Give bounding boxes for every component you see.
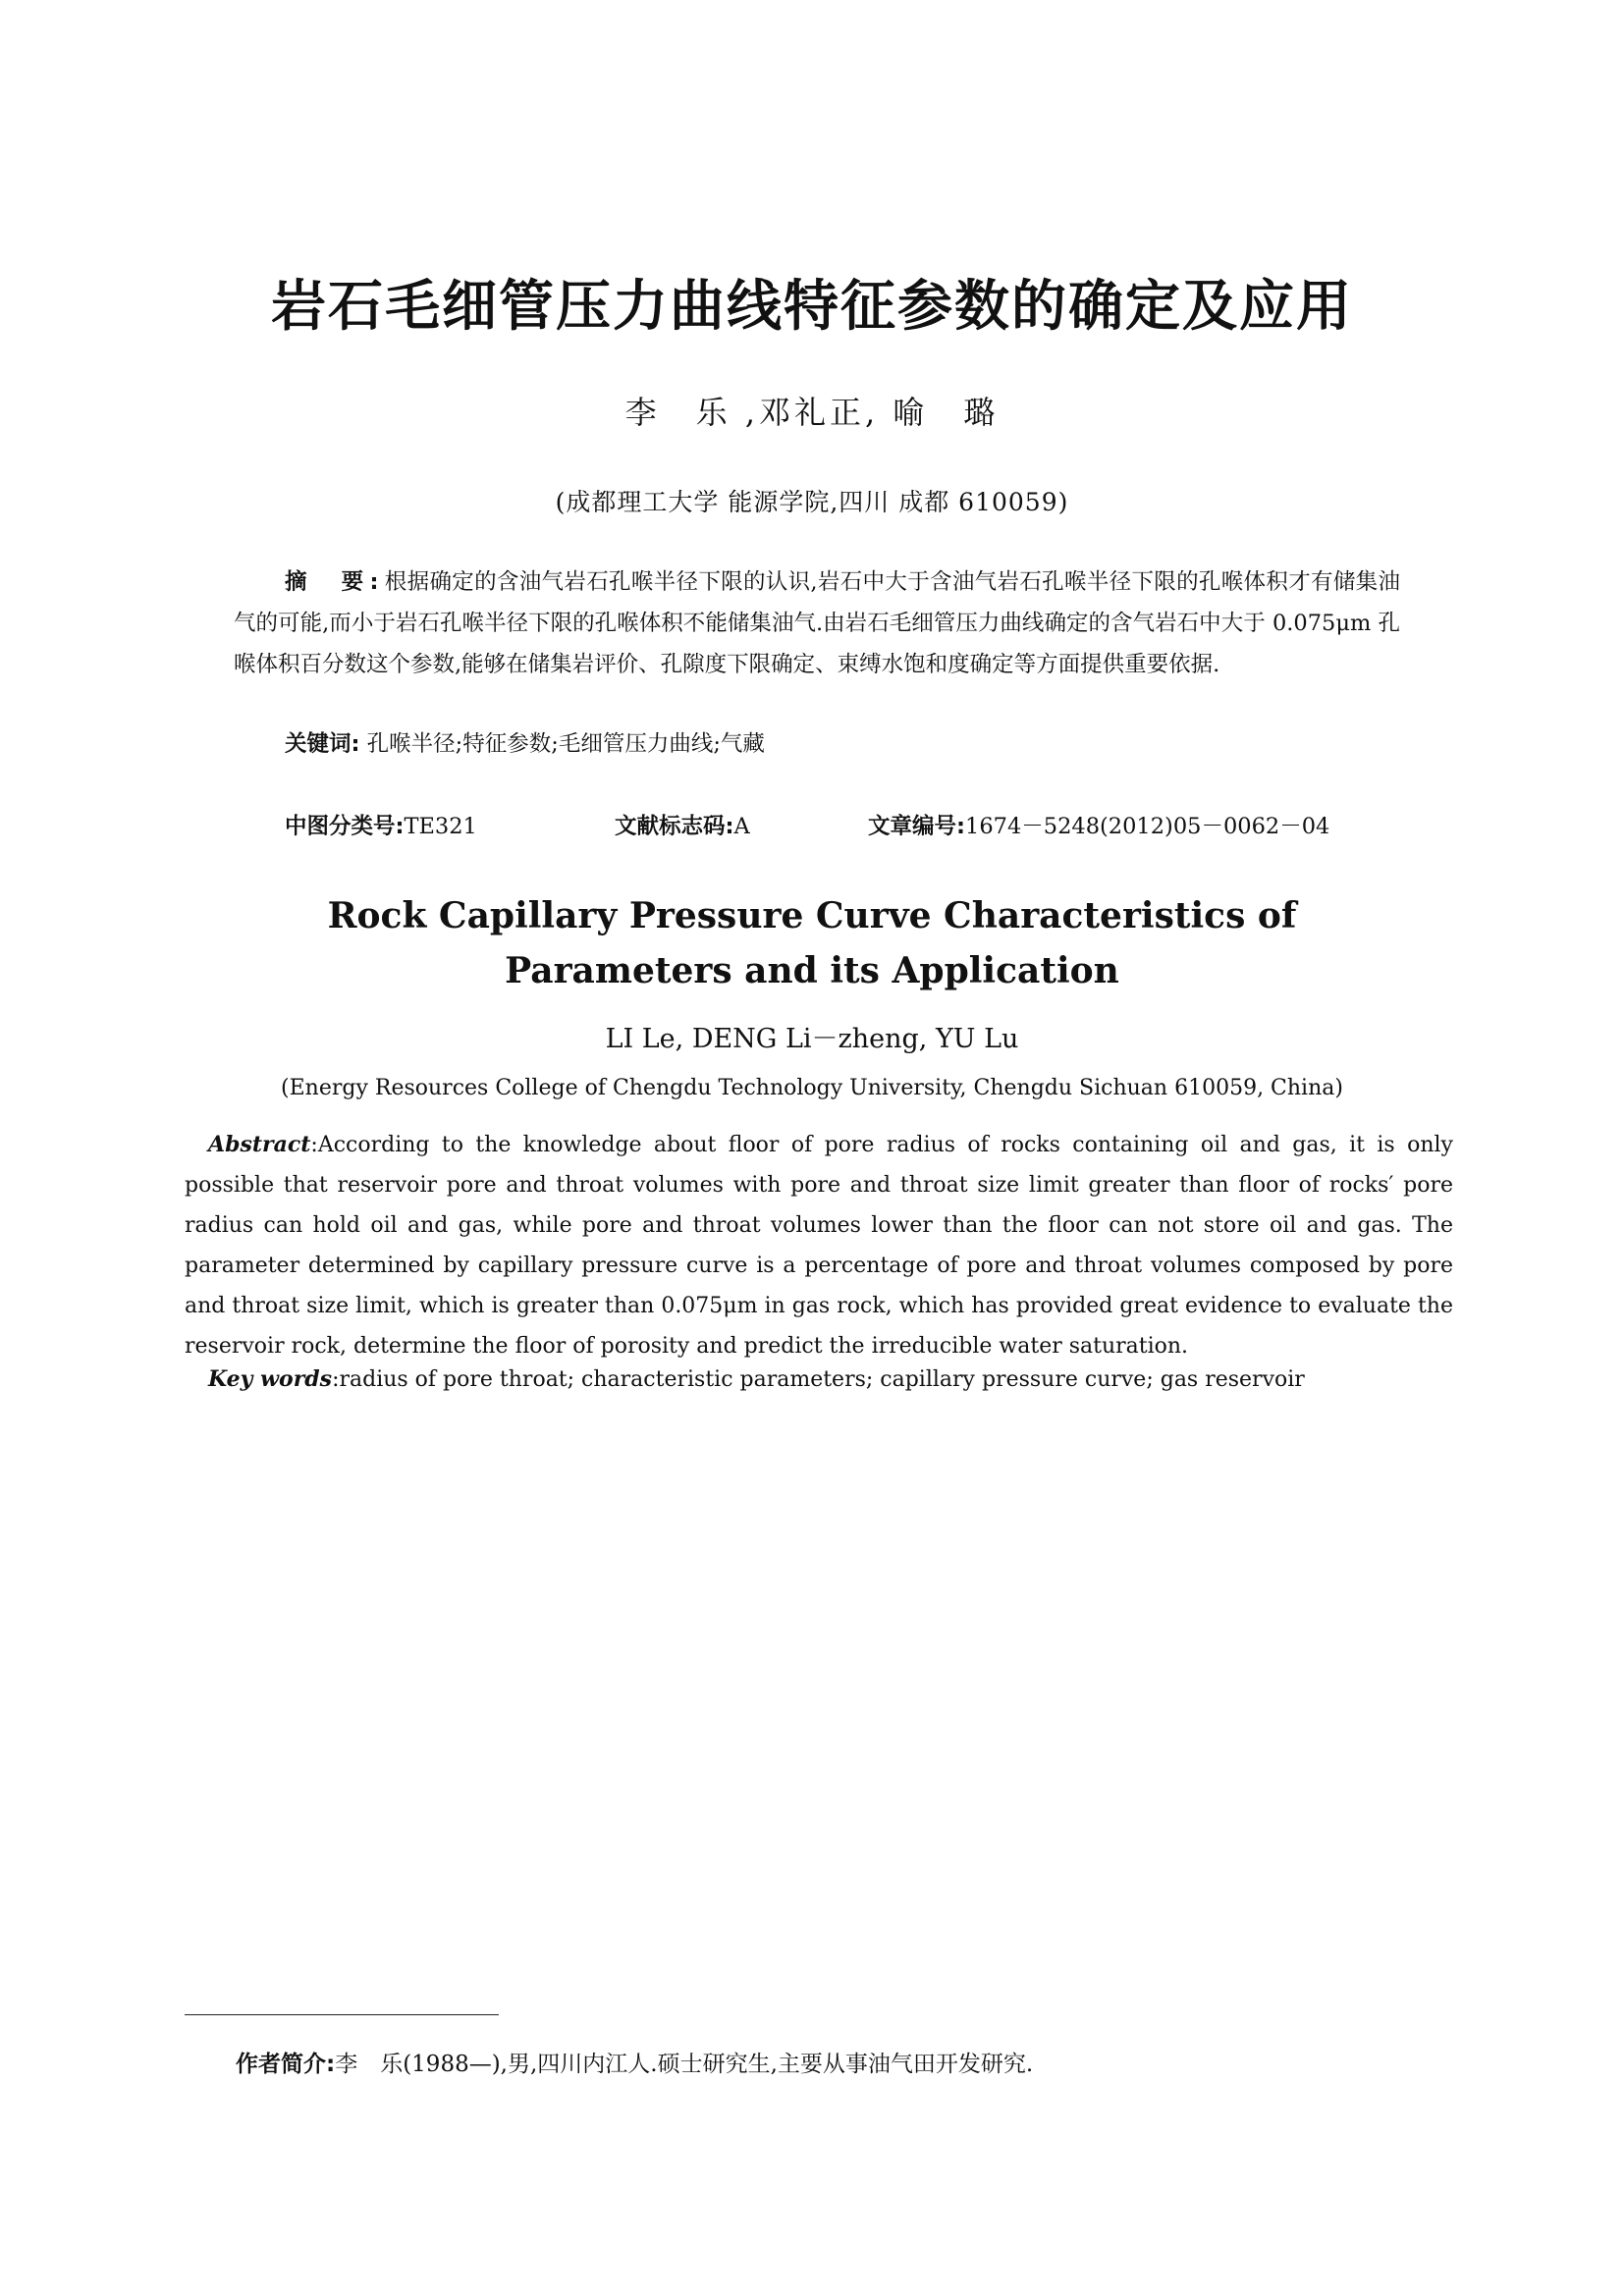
english-abstract-label: Abstract xyxy=(208,1132,311,1157)
english-keywords-label: Key words xyxy=(208,1366,333,1392)
document-code-label: 文献标志码: xyxy=(615,814,734,839)
article-number xyxy=(868,809,1329,840)
article-number-value: 1674－5248(2012)05－0062－04 xyxy=(965,814,1330,839)
chinese-keywords-text: 孔喉半径;特征参数;毛细管压力曲线;气藏 xyxy=(359,731,765,757)
english-title xyxy=(0,888,1624,998)
chinese-authors: 李 乐 ,邓礼正, 喻 璐 xyxy=(624,394,1000,431)
document-code-value: A xyxy=(733,814,750,839)
chinese-affiliation: (成都理工大学 能源学院,四川 成都 610059) xyxy=(555,488,1069,516)
chinese-keywords xyxy=(285,726,765,758)
author-footnote xyxy=(236,2046,1033,2078)
english-authors: LI Le, DENG Li－zheng, YU Lu xyxy=(605,1024,1019,1054)
footnote-divider xyxy=(185,2014,499,2015)
clc-value: TE321 xyxy=(404,814,477,839)
english-title-line-2: Parameters and its Application xyxy=(505,950,1119,991)
article-number-label: 文章编号: xyxy=(868,814,965,839)
english-affiliation: (Energy Resources College of Chengdu Technology University, Chengdu Sichuan 610059, China) xyxy=(281,1076,1343,1100)
clc-number xyxy=(285,809,477,840)
chinese-keywords-label: 关键词: xyxy=(285,731,360,757)
english-keywords-text: :radius of pore throat; characteristic parameters; capillary pressure curve; gas reservoir xyxy=(332,1367,1305,1392)
chinese-abstract-label: 摘 要: xyxy=(285,569,385,595)
english-abstract-text: :According to the knowledge about floor of pore radius of rocks containing oil and gas, it is only possible that reservoir pore and throat volumes with pore and throat size limit greater than floor of rocks′ pore radius can hold oil and gas, while pore and throat volumes lower than the floor can not store oil and gas. The parameter determined by capillary pressure curve is a percentage of pore and throat volumes composed by pore and throat size limit, which is greater than 0.075μm in gas rock, which has provided great evidence to evaluate the reservoir rock, determine the floor of porosity and predict the irreducible water saturation. xyxy=(185,1133,1453,1359)
author-footnote-text: 李 乐(1988—),男,四川内江人.硕士研究生,主要从事油气田开发研究. xyxy=(335,2052,1034,2077)
english-keywords xyxy=(208,1366,1305,1392)
english-title-line-1: Rock Capillary Pressure Curve Characteristics of xyxy=(327,895,1297,936)
document-code xyxy=(615,809,750,840)
author-footnote-label: 作者简介: xyxy=(236,2052,336,2077)
chinese-title: 岩石毛细管压力曲线特征参数的确定及应用 xyxy=(271,274,1353,339)
chinese-abstract xyxy=(234,561,1400,685)
english-abstract xyxy=(185,1125,1453,1366)
chinese-abstract-text: 根据确定的含油气岩石孔喉半径下限的认识,岩石中大于含油气岩石孔喉半径下限的孔喉体积才有储集油气的可能,而小于岩石孔喉半径下限的孔喉体积不能储集油气.由岩石毛细管压力曲线确定的含气岩石中大于 0.075μm 孔喉体积百分数这个参数,能够在储集岩评价、孔隙度下限确定、束缚水饱和度确定等方面提供重要依据. xyxy=(234,569,1400,677)
clc-label: 中图分类号: xyxy=(285,814,405,839)
